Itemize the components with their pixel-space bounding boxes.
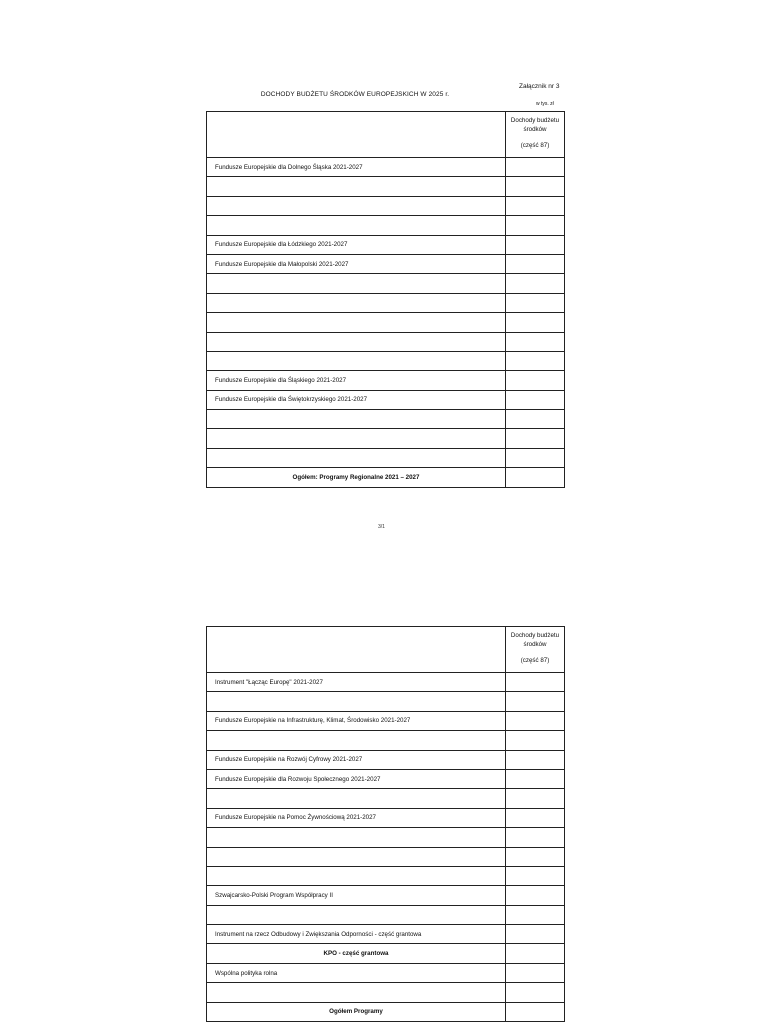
table-row [207,293,565,312]
column-header-line2: środków [523,126,547,133]
table-row [207,468,565,487]
row-label: Fundusze Europejskie na Rozwój Cyfrowy 2021-2027 [207,750,506,769]
row-label: Fundusze Europejskie dla Łódzkiego 2021-2027 [207,235,506,254]
row-label: KPO - część grantowa [207,944,506,963]
table-row [207,216,565,235]
table-row [207,808,565,827]
row-value [506,944,565,963]
table-row [207,692,565,711]
row-value [506,769,565,788]
table-body [207,112,565,488]
table-row [207,332,565,351]
row-value [506,177,565,196]
row-label [207,789,506,808]
row-value [506,789,565,808]
table-row [207,235,565,254]
column-header-line1: Dochody budżetu [510,117,560,124]
row-label [207,216,506,235]
row-value [506,448,565,467]
table-row [207,750,565,769]
row-value [506,673,565,692]
row-value [506,429,565,448]
table-row [207,769,565,788]
unit-label: w tys. zł [536,101,554,107]
table-row [207,963,565,982]
page-number: 3/1 [378,524,385,530]
row-value [506,196,565,215]
row-value [506,390,565,409]
row-value [506,963,565,982]
row-value [506,711,565,730]
row-label [207,731,506,750]
table-row [207,886,565,905]
row-value [506,235,565,254]
row-label: Wspólna polityka rolna [207,963,506,982]
row-value [506,983,565,1002]
column-header-budget-income [506,627,565,673]
table-row [207,351,565,370]
table-row [207,196,565,215]
row-value [506,1002,565,1021]
row-label [207,410,506,429]
column-header-budget-income [506,112,565,158]
row-value [506,158,565,177]
table-row [207,410,565,429]
table-body [207,627,565,1022]
row-label [207,448,506,467]
row-label [207,351,506,370]
row-value [506,313,565,332]
row-value [506,332,565,351]
table-row [207,1002,565,1021]
table-row [207,390,565,409]
table-row [207,158,565,177]
row-label [207,313,506,332]
header-blank-cell [207,627,506,673]
row-label [207,847,506,866]
row-label [207,866,506,885]
row-label: Fundusze Europejskie dla Małopolski 2021-2027 [207,254,506,273]
row-label: Ogółem: Programy Regionalne 2021 – 2027 [207,468,506,487]
row-label [207,196,506,215]
row-value [506,293,565,312]
row-label [207,429,506,448]
row-value [506,925,565,944]
row-label: Fundusze Europejskie na Infrastrukturę, Klimat, Środowisko 2021-2027 [207,711,506,730]
row-value [506,886,565,905]
regional-programs-table [206,111,565,488]
table-header-row [207,112,565,158]
column-header-line3: (część 87) [520,657,550,664]
table-header-row [207,627,565,673]
table-row [207,254,565,273]
row-label [207,293,506,312]
row-value [506,692,565,711]
row-value [506,866,565,885]
row-value [506,371,565,390]
row-value [506,905,565,924]
table-row [207,177,565,196]
table-row [207,711,565,730]
table-row [207,448,565,467]
column-header-line3: (część 87) [520,142,550,149]
row-label: Instrument na rzecz Odbudowy i Zwiększania Odporności - część grantowa [207,925,506,944]
column-header-line1: Dochody budżetu [510,632,560,639]
table-row [207,731,565,750]
table-row [207,905,565,924]
row-value [506,828,565,847]
row-value [506,216,565,235]
row-value [506,731,565,750]
row-value [506,808,565,827]
row-value [506,351,565,370]
row-label: Szwajcarsko-Polski Program Współpracy II [207,886,506,905]
row-label: Ogółem Programy [207,1002,506,1021]
row-label: Fundusze Europejskie dla Świętokrzyskiego 2021-2027 [207,390,506,409]
document-title: DOCHODY BUDŻETU ŚRODKÓW EUROPEJSKICH W 2025 r. [260,91,450,98]
row-label [207,828,506,847]
row-label: Fundusze Europejskie dla Śląskiego 2021-2027 [207,371,506,390]
table-row [207,847,565,866]
column-header-line2: środków [523,641,547,648]
row-label [207,177,506,196]
row-value [506,274,565,293]
table-row [207,429,565,448]
row-label [207,692,506,711]
table-row [207,828,565,847]
table-row [207,274,565,293]
row-value [506,254,565,273]
table-row [207,866,565,885]
table-row [207,313,565,332]
header-blank-cell [207,112,506,158]
table-row [207,944,565,963]
table-row [207,925,565,944]
row-label [207,332,506,351]
row-value [506,410,565,429]
row-label: Instrument "Łącząc Europę" 2021-2027 [207,673,506,692]
table-row [207,371,565,390]
row-label: Fundusze Europejskie na Pomoc Żywnościową 2021-2027 [207,808,506,827]
row-value [506,847,565,866]
table-row [207,673,565,692]
row-label [207,274,506,293]
national-programs-table [206,626,565,1022]
row-label: Fundusze Europejskie dla Dolnego Śląska 2021-2027 [207,158,506,177]
row-label [207,983,506,1002]
row-value [506,468,565,487]
table-row [207,983,565,1002]
table-row [207,789,565,808]
attachment-label: Załącznik nr 3 [519,83,560,90]
row-label: Fundusze Europejskie dla Rozwoju Społecznego 2021-2027 [207,769,506,788]
row-label [207,905,506,924]
row-value [506,750,565,769]
